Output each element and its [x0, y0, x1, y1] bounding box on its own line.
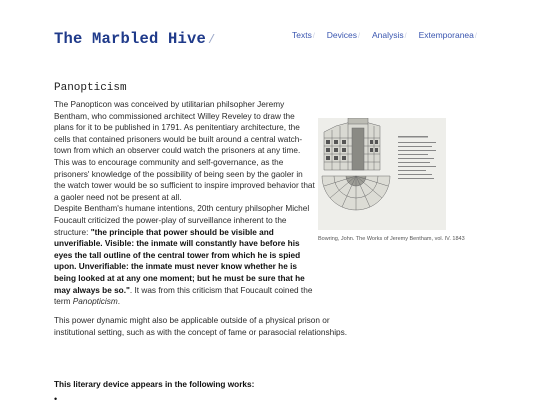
nav-texts-label: Texts	[292, 30, 312, 40]
period-text: .	[117, 297, 121, 307]
panopticism-term: Panopticism	[72, 297, 118, 307]
nav-extemporanea[interactable]	[419, 30, 477, 40]
figure-caption: Bowring, John. The Works of Jeremy Bentham, vol. IV. 1843	[318, 236, 465, 242]
after-quote-text: . It was from this criticism that Foucault coined the term	[54, 285, 313, 307]
nav-devices-label: Devices	[326, 30, 358, 40]
slash-icon: /	[404, 33, 407, 40]
article-heading: Panopticism	[54, 82, 127, 94]
nav-analysis[interactable]	[372, 30, 407, 40]
main-nav	[292, 30, 489, 40]
site-title[interactable]	[54, 30, 215, 48]
panopticon-plan-image	[318, 118, 446, 230]
foucault-quote: "the principle that power should be visible and unverifiable. Visible: the inmate will constantly have before his eyes the tall outline of the central tower from which he is spied upon. Unverifiable: the inmate must never know whether he is being looked at at any one moment; but he must be sure that he may always be so."	[54, 227, 305, 295]
works-heading: This literary device appears in the following works:	[54, 380, 255, 389]
works-list-item: •	[54, 394, 58, 404]
site-title-text: The Marbled Hive	[54, 30, 207, 48]
slash-icon: /	[358, 33, 360, 40]
article-paragraph-1	[54, 99, 316, 308]
slash-icon: /	[474, 33, 477, 40]
nav-analysis-label: Analysis	[371, 30, 404, 40]
nav-texts[interactable]	[292, 30, 315, 40]
intro-text: The Panopticon was conceived by utilitarian philsopher Jeremy Bentham, who commissioned architect Willey Reveley to draw the plans for it to be published in 1791. As penitentiary architecture, the cells that contained prisoners would be built around a central watch-town from which an observer could watch the prisoners at any time. This was to encourage community and self-governance, as the prisoners' knowledge of the possibility of being seen by the gaoler in the watch tower would be so sufficient to inspire improved behavior that a gaoler need not be present at all.	[54, 100, 315, 202]
slash-icon: /	[312, 33, 315, 40]
nav-devices[interactable]	[327, 30, 360, 40]
article-paragraph-2: This power dynamic might also be applicable outside of a physical prison or institutional setting, such as with the concept of fame or parasocial relationships.	[54, 316, 348, 337]
despite-text: Despite Bentham's humane intentions, 20th century philsopher Michel Foucault criticized the power-play of surveillance inherent to the structure:	[54, 204, 310, 237]
slash-icon: /	[208, 33, 216, 47]
nav-extemporanea-label: Extemporanea	[418, 30, 474, 40]
